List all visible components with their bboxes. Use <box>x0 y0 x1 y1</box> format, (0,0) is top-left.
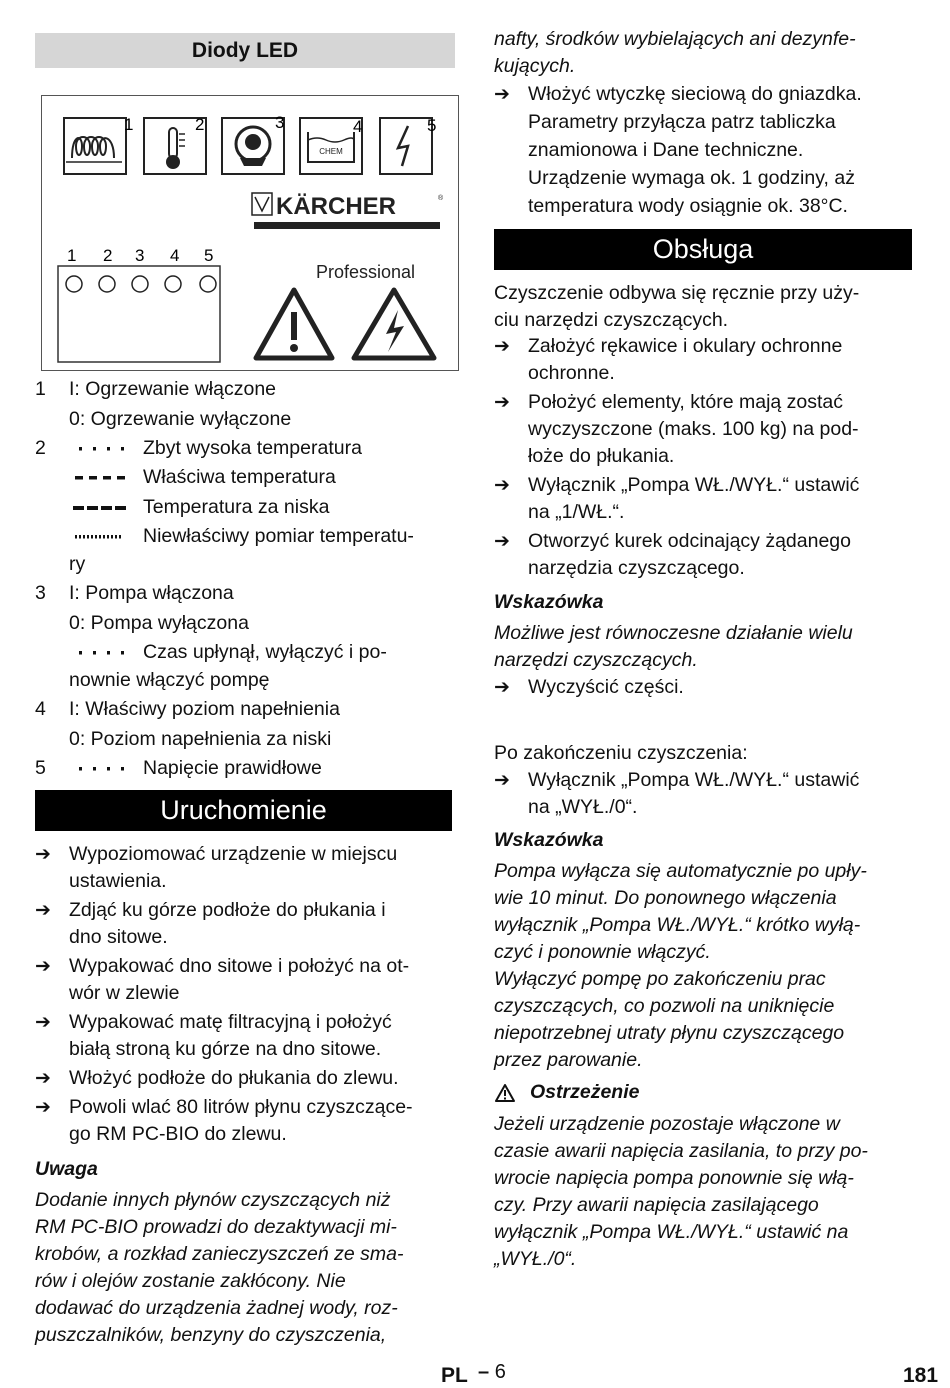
dashes-pattern-icon <box>73 474 129 482</box>
clean-parts-step <box>494 674 919 701</box>
footer-page-number: 181 <box>903 1364 939 1387</box>
text-line: Pompa wyłącza się automatycznie po upły- <box>494 860 867 882</box>
step-line: Powoli wlać 80 litrów płynu czyszczące- <box>69 1096 413 1118</box>
legend-text: Czas upłynął, wyłączyć i po- <box>143 641 387 663</box>
startup-steps-list <box>35 841 460 1150</box>
continued-text <box>494 26 919 80</box>
text-line: Jeżeli urządzenie pozostaje włączone w <box>494 1113 840 1135</box>
legend-text: Napięcie prawidłowe <box>143 757 322 779</box>
text-line: wrocie napięcia pompa ponownie się włą- <box>494 1167 854 1189</box>
legend-number: 2 <box>35 437 46 459</box>
led-header-text: Diody LED <box>191 38 299 62</box>
step-line: na „WYŁ./0“. <box>528 796 638 818</box>
step-item <box>35 1009 460 1063</box>
step-line: Otworzyć kurek odcinający żądanego <box>528 530 851 552</box>
text-line: Możliwe jest równoczesne działanie wielu <box>494 622 853 644</box>
short-dots-pattern-icon <box>73 649 129 657</box>
legend-text: I: Ogrzewanie włączone <box>69 378 277 400</box>
step-line: wór w zlewie <box>69 982 180 1004</box>
step-item <box>494 767 919 821</box>
chem-label: CHEM <box>319 147 343 156</box>
text-line: puszczalników, benzyny do czyszczenia, <box>35 1324 387 1346</box>
operation-steps-list <box>494 333 919 584</box>
arrow-right-icon: ➔ <box>494 531 510 552</box>
professional-label: Professional <box>316 262 416 282</box>
step-line: Zdjąć ku górze podłoże do płukania i <box>69 899 386 921</box>
step-line: Parametry przyłącza patrz tabliczka <box>528 111 836 133</box>
legend-text: nownie włączyć pompę <box>69 669 270 691</box>
step-line: narzędzia czyszczącego. <box>528 557 745 579</box>
warning-triangle-icon <box>494 1083 516 1103</box>
legend-text: ry <box>69 553 86 575</box>
short-dots-pattern-icon <box>73 445 129 453</box>
legend-number: 5 <box>35 757 46 779</box>
led-5 <box>200 276 216 292</box>
footer-lang-code: PL <box>441 1364 468 1387</box>
operation-section-header <box>494 229 912 270</box>
note-body <box>35 1187 460 1349</box>
arrow-right-icon: ➔ <box>35 844 51 865</box>
legend-text: 0: Poziom napełnienia za niski <box>69 728 332 750</box>
text-line: czy. Przy awarii napięcia zasilającego <box>494 1194 819 1216</box>
legend-text: Niewłaściwy pomiar temperatu- <box>143 525 414 547</box>
led-number-1: 1 <box>67 246 77 265</box>
led-4 <box>165 276 181 292</box>
led-number-5: 5 <box>204 246 214 265</box>
led-number-4: 4 <box>170 246 180 265</box>
control-panel-svg <box>42 96 460 372</box>
led-number-2: 2 <box>103 246 113 265</box>
arrow-right-icon: ➔ <box>494 475 510 496</box>
legend-text: Temperatura za niska <box>143 496 330 518</box>
control-panel-illustration <box>41 95 459 371</box>
step-item <box>35 1065 460 1092</box>
tip2-title: Wskazówka <box>494 829 604 851</box>
text-line: Czyszczenie odbywa się ręcznie przy uży- <box>494 282 860 304</box>
legend-text: 0: Ogrzewanie wyłączone <box>69 408 292 430</box>
led-section-header <box>35 33 455 68</box>
step-line: temperatura wody osiągnie ok. 38°C. <box>528 195 848 217</box>
text-line: wyłącznik „Pompa WŁ./WYŁ.“ krótko wyłą- <box>494 914 861 936</box>
step-line: ustawienia. <box>69 870 167 892</box>
step-line: znamionowa i Dane techniczne. <box>528 139 804 161</box>
step-line: łoże do płukania. <box>528 445 675 467</box>
legend-text: Zbyt wysoka temperatura <box>143 437 362 459</box>
led-1 <box>66 276 82 292</box>
icon-number-5: 5 <box>427 116 437 135</box>
step-line: Założyć rękawice i okulary ochronne <box>528 335 843 357</box>
arrow-right-icon: ➔ <box>494 677 510 698</box>
legend-number: 4 <box>35 698 46 720</box>
arrow-right-icon: ➔ <box>494 392 510 413</box>
step-item <box>35 953 460 1007</box>
tip1-title: Wskazówka <box>494 591 604 613</box>
switch-off-step <box>494 767 919 821</box>
step-line: go RM PC-BIO do zlewu. <box>69 1123 287 1145</box>
step-item <box>35 1094 460 1148</box>
footer-section-page <box>478 1361 506 1384</box>
footer-dash: – <box>478 1361 490 1383</box>
electric-warning-icon <box>354 290 434 358</box>
long-dashes-pattern-icon <box>73 504 129 512</box>
text-line: niepotrzebnej utraty płynu czyszczącego <box>494 1022 845 1044</box>
text-line: Dodanie innych płynów czyszczących niż <box>35 1189 391 1211</box>
icon-number-4: 4 <box>353 117 363 136</box>
text-line: krobów, a rozkład zanieczyszczeń ze sma- <box>35 1243 404 1265</box>
text-line: rów i olejów zostanie zakłócony. Nie <box>35 1270 346 1292</box>
led-legend <box>35 376 455 779</box>
step-item <box>494 389 919 470</box>
text-line: narzędzi czyszczących. <box>494 649 698 671</box>
registered-mark: ® <box>438 195 444 202</box>
step-line: Włożyć wtyczkę sieciową do gniazdka. <box>528 83 862 105</box>
icon-number-3: 3 <box>275 113 285 132</box>
arrow-right-icon: ➔ <box>494 770 510 791</box>
step-item <box>494 333 919 387</box>
step-item <box>494 528 919 582</box>
arrow-right-icon: ➔ <box>35 900 51 921</box>
text-line: wyłącznik „Pompa WŁ./WYŁ.“ ustawić na <box>494 1221 849 1243</box>
arrow-right-icon: ➔ <box>494 336 510 357</box>
note-title: Uwaga <box>35 1158 98 1180</box>
step-line: Wyłącznik „Pompa WŁ./WYŁ.“ ustawić <box>528 474 860 496</box>
step-line: Włożyć podłoże do płukania do zlewu. <box>69 1067 399 1089</box>
legend-text: Właściwa temperatura <box>143 466 336 488</box>
legend-text: I: Pompa włączona <box>69 582 234 604</box>
tip2-body <box>494 858 919 1074</box>
text-line: dodawać do urządzenia żadnej wody, roz- <box>35 1297 398 1319</box>
tip1-body <box>494 620 919 674</box>
step-line: białą stroną ku górze na dno sitowe. <box>69 1038 382 1060</box>
warning-body <box>494 1111 919 1273</box>
text-line: RM PC-BIO prowadzi do dezaktywacji mi- <box>35 1216 397 1238</box>
brand-name: KÄRCHER <box>276 193 396 220</box>
text-line: czasie awarii napięcia zasilania, to przy po- <box>494 1140 868 1162</box>
warning-heading <box>494 1079 639 1106</box>
step-line: wyczyszczone (maks. 100 kg) na pod- <box>528 418 859 440</box>
step-line: Położyć elementy, które mają zostać <box>528 391 844 413</box>
legend-text: 0: Pompa wyłączona <box>69 612 249 634</box>
legend-number: 1 <box>35 378 46 400</box>
step-line: Wypakować dno sitowe i położyć na ot- <box>69 955 410 977</box>
voltage-icon <box>380 118 432 174</box>
step-line: ochronne. <box>528 362 615 384</box>
text-line: wie 10 minut. Do ponownego włączenia <box>494 887 837 909</box>
step-line: na „1/WŁ.“. <box>528 501 625 523</box>
warning-title: Ostrzeżenie <box>530 1081 640 1103</box>
step-line: Wyłącznik „Pompa WŁ./WYŁ.“ ustawić <box>528 769 860 791</box>
startup-header-text: Uruchomienie <box>160 795 327 825</box>
arrow-right-icon: ➔ <box>35 1068 51 1089</box>
icon-number-2: 2 <box>195 115 205 134</box>
arrow-right-icon: ➔ <box>35 1012 51 1033</box>
karcher-logo <box>252 193 444 229</box>
footer-section-page-number: 6 <box>494 1361 506 1383</box>
text-line: czyć i ponownie włączyć. <box>494 941 711 963</box>
operation-intro <box>494 280 919 334</box>
icon-number-1: 1 <box>124 115 134 134</box>
text-line: nafty, środków wybielających ani dezynfe- <box>494 28 856 50</box>
fine-dots-pattern-icon <box>73 533 129 541</box>
step-line: dno sitowe. <box>69 926 168 948</box>
arrow-right-icon: ➔ <box>494 84 510 105</box>
step-line: Urządzenie wymaga ok. 1 godziny, aż <box>528 167 855 189</box>
arrow-right-icon: ➔ <box>35 1097 51 1118</box>
plug-in-step <box>494 81 919 220</box>
step-item <box>35 841 460 895</box>
step-item <box>494 81 919 220</box>
led-2 <box>99 276 115 292</box>
text-line: ciu narzędzi czyszczących. <box>494 309 729 331</box>
legend-number: 3 <box>35 582 46 604</box>
clean-parts-text: Wyczyścić części. <box>528 676 684 698</box>
step-item <box>494 472 919 526</box>
text-line: Wyłączyć pompę po zakończeniu prac <box>494 968 826 990</box>
footer-language <box>441 1364 468 1388</box>
led-number-3: 3 <box>135 246 145 265</box>
led-3 <box>132 276 148 292</box>
exclamation-warning-icon <box>256 290 332 358</box>
text-line: przez parowanie. <box>494 1049 643 1071</box>
after-cleaning-label: Po zakończeniu czyszczenia: <box>494 742 748 764</box>
step-item <box>35 897 460 951</box>
operation-header-text: Obsługa <box>652 234 754 264</box>
short-dots-pattern-icon <box>73 765 129 773</box>
heating-icon <box>64 118 126 174</box>
legend-text: I: Właściwy poziom napełnienia <box>69 698 340 720</box>
step-line: Wypakować matę filtracyjną i położyć <box>69 1011 392 1033</box>
startup-section-header <box>35 790 452 831</box>
text-line: czyszczących, co pozwoli na uniknięcie <box>494 995 835 1017</box>
text-line: kujących. <box>494 55 576 77</box>
arrow-right-icon: ➔ <box>35 956 51 977</box>
step-line: Wypoziomować urządzenie w miejscu <box>69 843 398 865</box>
text-line: „WYŁ./0“. <box>494 1248 577 1270</box>
